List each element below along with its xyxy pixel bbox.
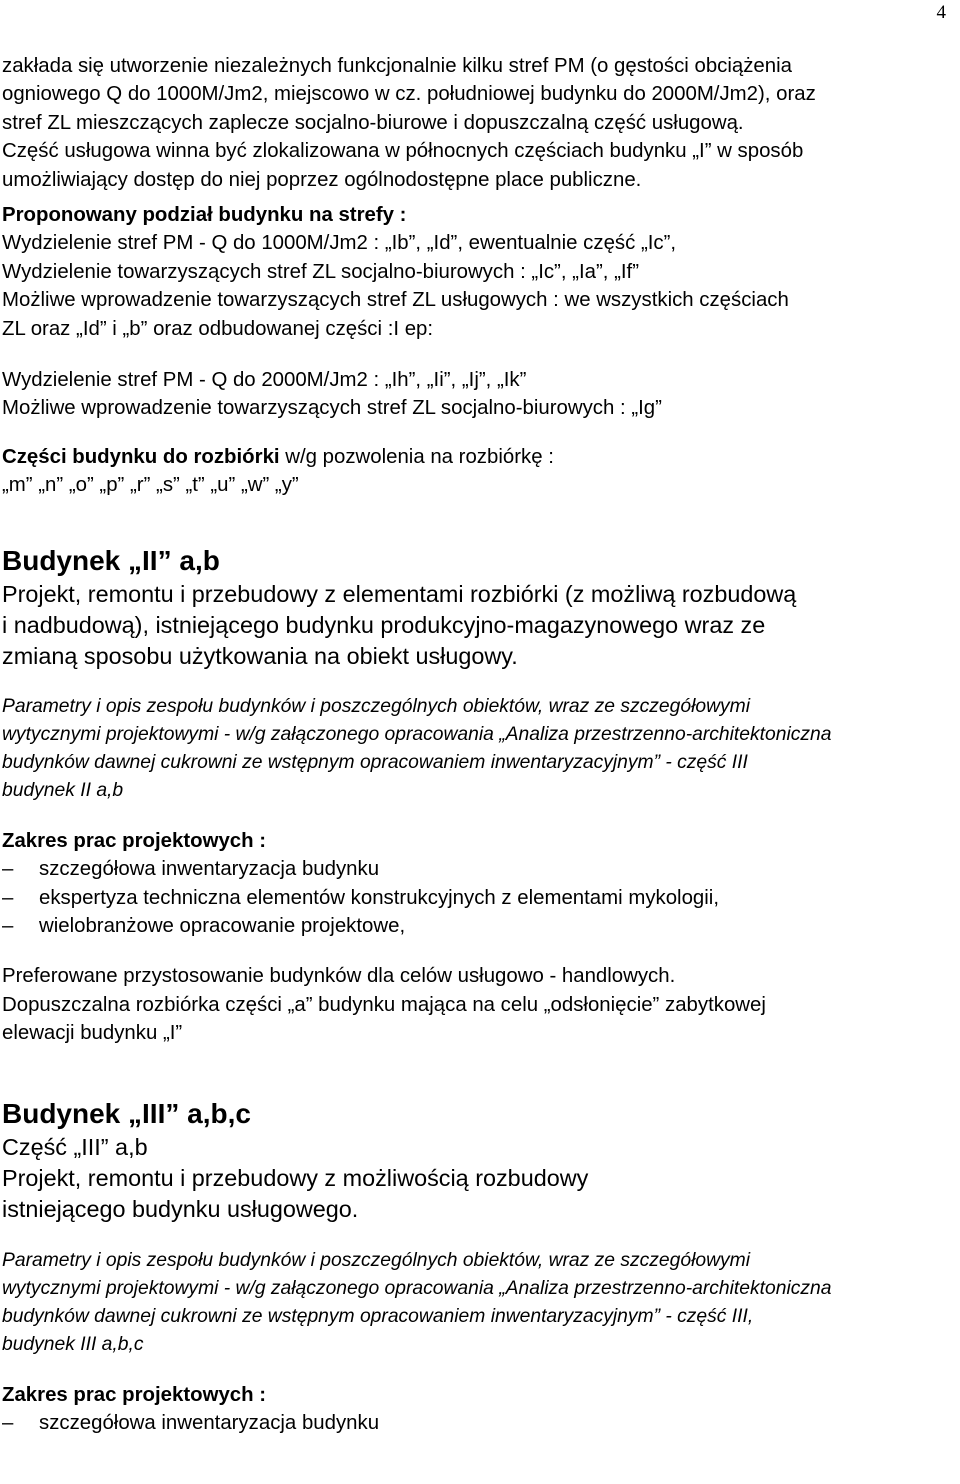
- dash-icon: –: [2, 886, 14, 909]
- list-item-text: wielobranżowe opracowanie projektowe,: [39, 914, 406, 937]
- text-line: ZL oraz „Id” i „b” oraz odbudowanej części :I ep:: [2, 317, 434, 340]
- page-number: 4: [936, 2, 946, 23]
- list-item: [2, 912, 952, 940]
- text-line: Parametry i opis zespołu budynków i poszczególnych obiektów, wraz ze szczegółowymi: [2, 695, 751, 717]
- demolition-items: „m” „n” „o” „p” „r” „s” „t” „u” „w” „y”: [2, 474, 299, 497]
- building-ii-params: [2, 693, 952, 805]
- demolition-section: [2, 443, 952, 500]
- building-iii-title: Budynek „III” a,b,c: [2, 1097, 251, 1129]
- text-line: Wydzielenie stref PM - Q do 2000M/Jm2 : „Ih”, „Ii”, „Ij”, „Ik”: [2, 369, 527, 392]
- list-item: [2, 1409, 952, 1437]
- text-line: istniejącego budynku usługowego.: [2, 1195, 359, 1222]
- list-item-text: szczegółowa inwentaryzacja budynku: [39, 858, 380, 881]
- building-ii-scope: [2, 827, 952, 941]
- text-line: Projekt, remontu i przebudowy z możliwością rozbudowy: [2, 1164, 589, 1191]
- text-line: i nadbudową), istniejącego budynku produkcyjno-magazynowego wraz ze: [2, 611, 766, 638]
- demolition-heading: Części budynku do rozbiórki: [2, 445, 280, 468]
- text-line: budynków dawnej cukrowni ze wstępnym opracowaniem inwentaryzacyjnym” - część III: [2, 751, 748, 773]
- zones-section: [2, 201, 952, 423]
- text-line: Preferowane przystosowanie budynków dla celów usługowo - handlowych.: [2, 965, 676, 988]
- text-line: Możliwe wprowadzenie towarzyszących stref ZL usługowych : we wszystkich częściach: [2, 289, 789, 312]
- text-line: budynek II a,b: [2, 779, 124, 801]
- scope-list: [2, 1409, 952, 1437]
- text-line: umożliwiający dostęp do niej poprzez ogólnodostępne place publiczne.: [2, 168, 642, 191]
- zones-heading: Proponowany podział budynku na strefy :: [2, 204, 407, 227]
- text-line: zmianą sposobu użytkowania na obiekt usługowy.: [2, 642, 518, 669]
- text-line: stref ZL mieszczących zaplecze socjalno-biurowe i dopuszczalną część usługową.: [2, 111, 744, 134]
- building-ii-section: [2, 543, 952, 1048]
- text-line: budynek III a,b,c: [2, 1333, 144, 1355]
- text-line: Wydzielenie stref PM - Q do 1000M/Jm2 : „Ib”, „Id”, ewentualnie część „Ic”,: [2, 232, 677, 255]
- text-line: Część usługowa winna być zlokalizowana w północnych częściach budynku „I” w sposób: [2, 140, 804, 163]
- text-line: budynków dawnej cukrowni ze wstępnym opracowaniem inwentaryzacyjnym” - część III,: [2, 1305, 754, 1327]
- intro-paragraph: [2, 52, 952, 194]
- building-ii-notes: [2, 962, 952, 1047]
- scope-heading: Zakres prac projektowych :: [2, 1383, 267, 1406]
- text-line: Wydzielenie towarzyszących stref ZL socjalno-biurowych : „Ic”, „Ia”, „If”: [2, 260, 640, 283]
- document-body: [2, 46, 952, 1437]
- demolition-line: [2, 443, 952, 471]
- scope-list: [2, 855, 952, 940]
- text-line: Parametry i opis zespołu budynków i poszczególnych obiektów, wraz ze szczegółowymi: [2, 1249, 751, 1271]
- text-line: elewacji budynku „I”: [2, 1022, 183, 1045]
- text-line: Dopuszczalna rozbiórka części „a” budynku mająca na celu „odsłonięcie” zabytkowej: [2, 993, 766, 1016]
- list-item-text: ekspertyza techniczna elementów konstrukcyjnych z elementami mykologii,: [39, 886, 719, 909]
- list-item: [2, 884, 952, 912]
- list-item: [2, 855, 952, 883]
- dash-icon: –: [2, 914, 14, 937]
- list-item-text: szczegółowa inwentaryzacja budynku: [39, 1411, 380, 1434]
- building-iii-subtitle: Część „III” a,b: [2, 1133, 148, 1160]
- text-line: wytycznymi projektowymi - w/g załączonego opracowania „Analiza przestrzenno-architektoniczna: [2, 723, 832, 745]
- text-line: wytycznymi projektowymi - w/g załączonego opracowania „Analiza przestrzenno-architektoniczna: [2, 1277, 832, 1299]
- building-iii-params: [2, 1247, 952, 1359]
- text-line: zakłada się utworzenie niezależnych funkcjonalnie kilku stref PM (o gęstości obciążenia: [2, 55, 792, 77]
- building-iii-section: [2, 1096, 952, 1438]
- building-iii-scope: [2, 1381, 952, 1438]
- scope-heading: Zakres prac projektowych :: [2, 829, 267, 852]
- dash-icon: –: [2, 858, 14, 881]
- text-line: Projekt, remontu i przebudowy z elementami rozbiórki (z możliwą rozbudową: [2, 580, 797, 607]
- dash-icon: –: [2, 1411, 14, 1434]
- text-line: Możliwe wprowadzenie towarzyszących stref ZL socjalno-biurowych : „Ig”: [2, 397, 662, 420]
- building-ii-title: Budynek „II” a,b: [2, 544, 220, 576]
- text-line: ogniowego Q do 1000M/Jm2, miejscowo w cz. południowej budynku do 2000M/Jm2), oraz: [2, 83, 816, 106]
- demolition-text: w/g pozwolenia na rozbiórkę :: [279, 445, 554, 468]
